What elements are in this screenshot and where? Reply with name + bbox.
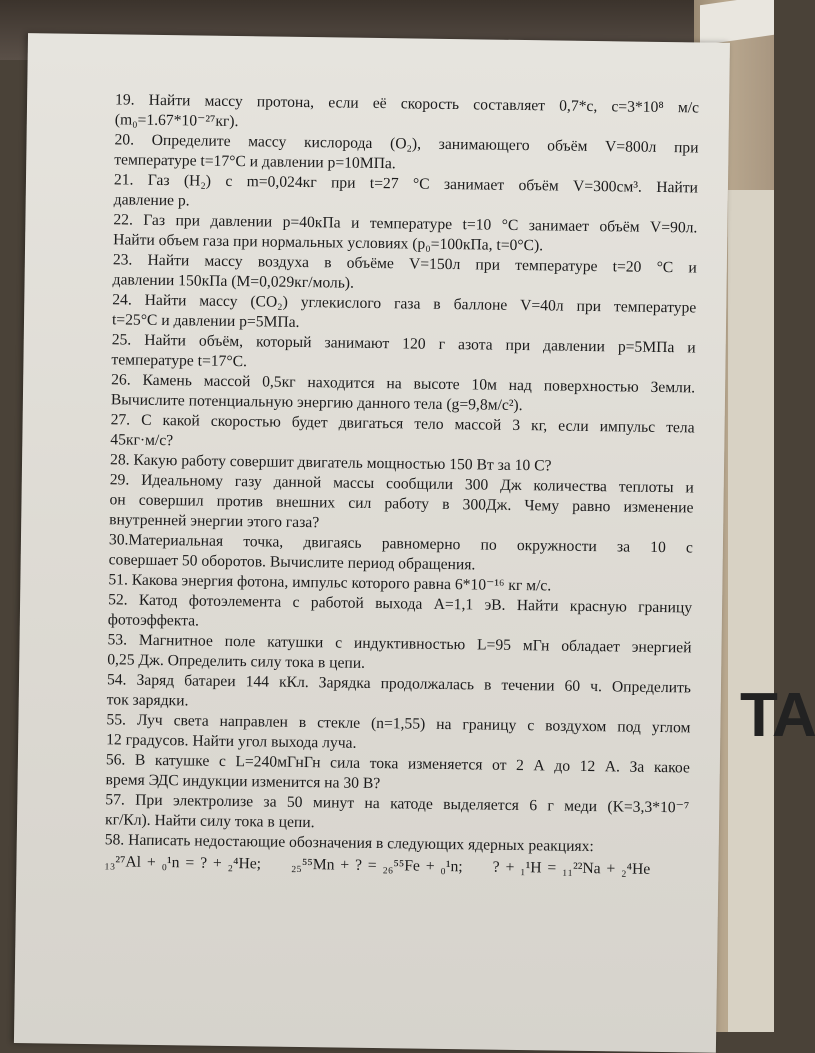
reaction-formula: ₁₃²⁷Al + ₀¹n = ? + ₂⁴He;	[104, 853, 262, 873]
problem-line: Вычислите потенциальную энергию данного тела (g=9,8м/с²).	[110, 391, 523, 415]
reaction-formula: ? + ₁¹H = ₁₁²²Na + ₂⁴He	[492, 858, 651, 878]
problem-line: t=25°С и давлении p=5МПа.	[111, 311, 300, 331]
problem-list	[104, 90, 699, 880]
document-page	[14, 33, 730, 1053]
reaction-formula: ₂₅⁵⁵Mn + ? = ₂₆⁵⁵Fe + ₀¹n;	[290, 855, 463, 876]
problem-line: 53. Магнитное поле катушки с индуктивностью L=95 мГн обладает энергией	[107, 631, 692, 657]
problem-line: 12 градусов. Найти угол выхода луча.	[106, 731, 357, 752]
problem-line: Найти объем газа при нормальных условиях (p₀=100кПа, t=0°С).	[113, 231, 544, 255]
problem-line: 25. Найти объём, который занимают 120 г азота при давлении p=5МПа и	[111, 331, 696, 357]
background-text-fragment: ТА	[740, 681, 815, 750]
problem-line: давление р.	[113, 191, 190, 210]
problem-line: 22. Газ при давлении p=40кПа и температуре t=10 °С занимает объём V=90л.	[113, 211, 698, 237]
problem-line: 28. Какую работу совершит двигатель мощностью 150 Вт за 10 С?	[109, 451, 552, 475]
problem-line: 55. Луч света направлен в стекле (n=1,55) на границу с воздухом под углом	[106, 711, 691, 737]
problem-line: фотоэффекта.	[107, 611, 200, 630]
problem-line: ток зарядки.	[106, 691, 189, 710]
problem-line: 54. Заряд батареи 144 кКл. Зарядка продолжалась в течении 60 ч. Определить	[106, 671, 692, 697]
problem-line: внутренней энергии этого газа?	[109, 511, 320, 532]
problem-line: температуре t=17°С.	[111, 351, 248, 371]
problem-line: 51. Какова энергия фотона, импульс которого равна 6*10⁻¹⁶ кг м/с.	[108, 571, 552, 595]
problem-line: он совершил против внешних сил работу в 300Дж. Чему равно изменение	[109, 491, 694, 517]
background-sheet	[728, 190, 815, 1032]
problem-line: кг/Кл). Найти силу тока в цепи.	[104, 811, 315, 832]
problem-line: 30.Материальная точка, двигаясь равномерно по окружности за 10 с	[108, 531, 694, 557]
problem-line: 19. Найти массу протона, если её скорость составляет 0,7*с, с=3*10⁸ м/с	[114, 91, 700, 117]
problem-line: температуре t=17°С и давлении p=10МПа.	[114, 151, 396, 173]
problem-line: 0,25 Дж. Определить силу тока в цепи.	[107, 651, 366, 672]
problem-line: 23. Найти массу воздуха в объёме V=150л при температуре t=20 °С и	[112, 251, 697, 277]
problem-line: 57. При электролизе за 50 минут на катоде выделяется 6 г меди (K=3,3*10⁻⁷	[105, 791, 690, 817]
problem-line: 26. Камень массой 0,5кг находится на высоте 10м над поверхностью Земли.	[111, 371, 696, 397]
problem-line: 52. Катод фотоэлемента с работой выхода A=1,1 эВ. Найти красную границу	[108, 591, 693, 617]
problem-item	[109, 470, 694, 538]
problem-line: 27. С какой скоростью будет двигаться тело массой 3 кг, если импульс тела	[110, 411, 695, 437]
problem-line: 56. В катушке с L=240мГнГн сила тока изменяется от 2 А до 12 А. За какое	[105, 751, 690, 777]
problem-line: 45кг·м/с?	[110, 431, 174, 450]
problem-line: 21. Газ (H₂) с m=0,024кг при t=27 °С занимает объём V=300см³. Найти	[113, 171, 699, 197]
problem-line: 24. Найти массу (CO₂) углекислого газа в баллоне V=40л при температуре	[112, 291, 697, 317]
problem-line: (m₀=1.67*10⁻²⁷кг).	[114, 111, 239, 131]
problem-line: 29. Идеальному газу данной массы сообщили 300 Дж количества теплоты и	[109, 471, 694, 497]
problem-line: 20. Определите массу кислорода (O₂), занимающего объём V=800л при	[114, 131, 699, 157]
problem-line: время ЭДС индукции изменится на 30 В?	[105, 771, 381, 793]
problem-line: совершает 50 оборотов. Вычислите период обращения.	[108, 551, 476, 574]
problem-line: давлении 150кПа (M=0,029кг/моль).	[112, 271, 355, 292]
problem-line: 58. Написать недостающие обозначения в следующих ядерных реакциях:	[104, 831, 594, 856]
